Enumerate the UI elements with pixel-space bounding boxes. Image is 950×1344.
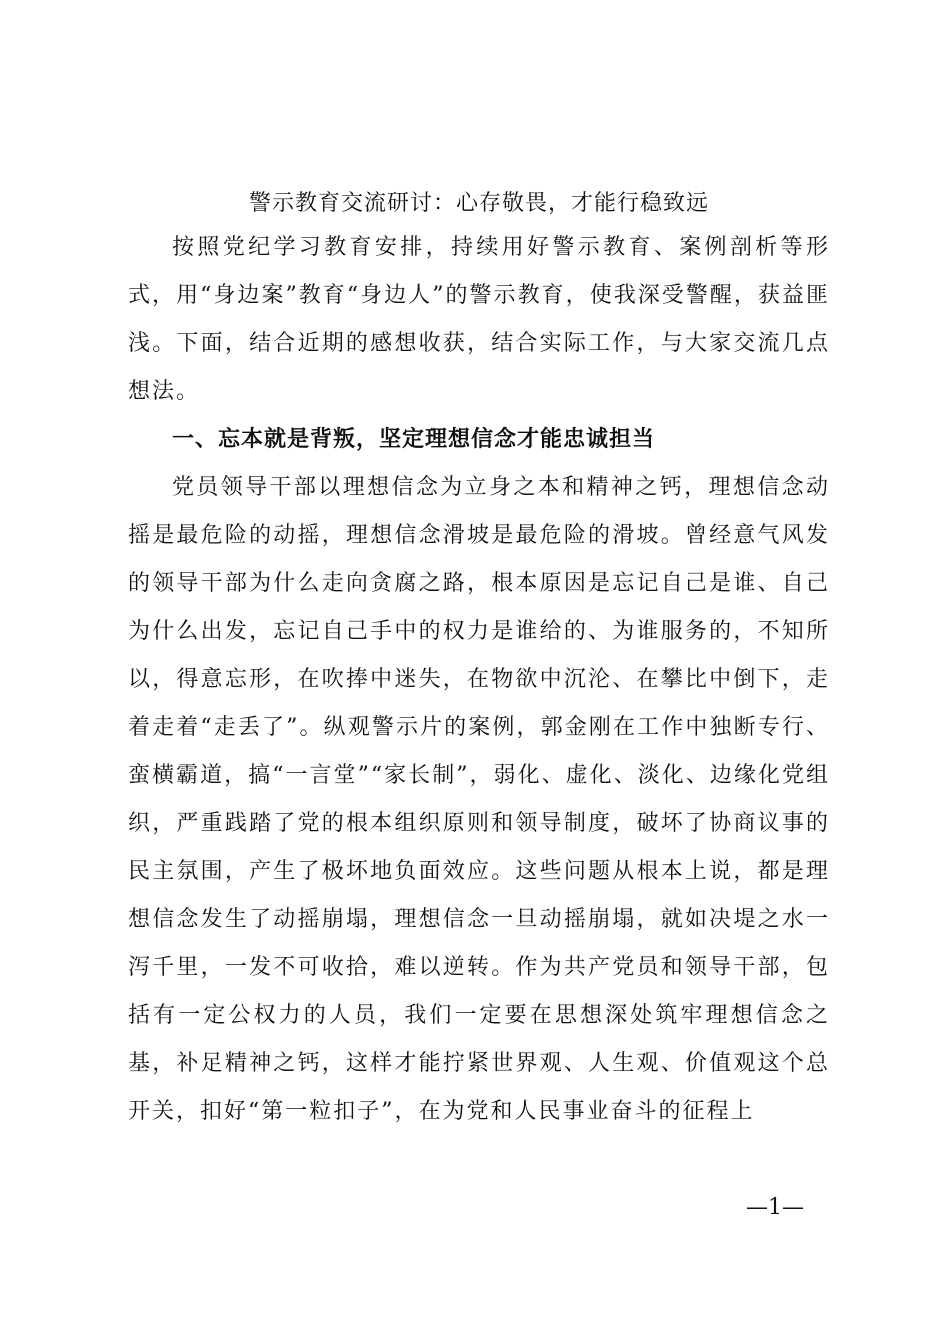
intro-paragraph: 按照党纪学习教育安排，持续用好警示教育、案例剖析等形式，用“身边案”教育“身边人”的警示教育，使我深受警醒，获益匪浅。下面，结合近期的感想收获，结合实际工作，与大家交流几点想法。 — [128, 235, 830, 404]
page-number: —1— — [746, 1195, 804, 1220]
section-1-paragraph: 党员领导干部以理想信念为立身之本和精神之钙，理想信念动摇是最危险的动摇，理想信念滑坡是最危险的滑坡。曾经意气风发的领导干部为什么走向贪腐之路，根本原因是忘记自己是谁、自己为什么出发，忘记自己手中的权力是谁给的、为谁服务的，不知所以，得意忘形，在吹捧中迷失，在物欲中沉沦、在攀比中倒下，走着走着“走丢了”。纵观警示片的案例，郭金刚在工作中独断专行、蛮横霸道，搞“一言堂”“家长制”，弱化、虚化、淡化、边缘化党组织，严重践踏了党的根本组织原则和领导制度，破坏了协商议事的民主氛围，产生了极坏地负面效应。这些问题从根本上说，都是理想信念发生了动摇崩塌，理想信念一旦动摇崩塌，就如决堤之水一泻千里，一发不可收拾，难以逆转。作为共产党员和领导干部，包括有一定公权力的人员，我们一定要在思想深处筑牢理想信念之基，补足精神之钙，这样才能拧紧世界观、人生观、价值观这个总开关，扣好“第一粒扣子”，在为党和人民事业奋斗的征程上 — [128, 475, 830, 1124]
document-body — [128, 188, 830, 1136]
section-heading-1: 一、忘本就是背叛，坚定理想信念才能忠诚担当 — [172, 427, 656, 452]
document-title: 警示教育交流研讨：心存敬畏，才能行稳致远 — [248, 191, 709, 216]
